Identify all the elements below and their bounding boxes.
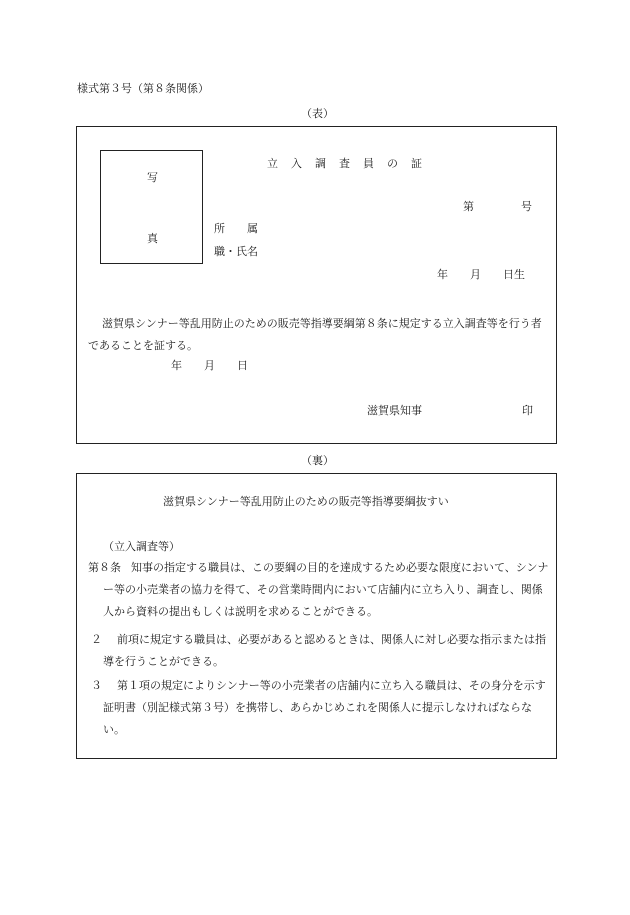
photo-label-bottom: 真 (147, 232, 158, 245)
article-caption: （立入調査等） (103, 540, 180, 553)
birth-date: 年 月 日生 (437, 268, 525, 281)
excerpt-title: 滋賀県シンナー等乱用防止のための販売等指導要綱抜すい (163, 495, 449, 508)
article-text: 知事の指定する職員は、この要綱の目的を達成するため必要な限度において、シンナー等の小売業者の協力を得て、その営業時間内において店舗内に立ち入り、調査し、関係人から資料の提出もしくは説明を求めることができる。 (103, 561, 549, 618)
front-heading: （表） (301, 107, 334, 120)
card-title: 立入調査員の証 (267, 157, 435, 170)
para3-number: ３ (91, 679, 102, 692)
para3-text: 第１項の規定によりシンナー等の小売業者の店舗内に立ち入る職員は、その身分を示す証明書（別記様式第３号）を携帯し、あらかじめこれを関係人に提示しなければならない。 (103, 679, 546, 736)
front-card (76, 126, 557, 444)
form-label: 様式第３号（第８条関係） (77, 82, 209, 95)
number-dai: 第 (463, 200, 474, 213)
name-label: 職・氏名 (214, 245, 258, 258)
photo-area (100, 150, 203, 264)
photo-label-top: 写 (147, 171, 158, 184)
back-card (76, 473, 557, 759)
article-number: 第８条 (88, 561, 121, 574)
certification-text: 滋賀県シンナー等乱用防止のための販売等指導要綱第８条に規定する立入調査等を行う者であることを証する。 (88, 317, 542, 352)
back-heading: （裏） (301, 454, 334, 467)
seal-mark: 印 (522, 404, 533, 417)
number-go: 号 (521, 200, 532, 213)
issue-date: 年 月 日 (171, 359, 248, 372)
issuer: 滋賀県知事 (367, 404, 422, 417)
affiliation-label: 所 属 (214, 222, 258, 235)
para2-text: 前項に規定する職員は、必要があると認めるときは、関係人に対し必要な指示または指導を行うことができる。 (103, 633, 546, 668)
para2-number: ２ (91, 633, 102, 646)
